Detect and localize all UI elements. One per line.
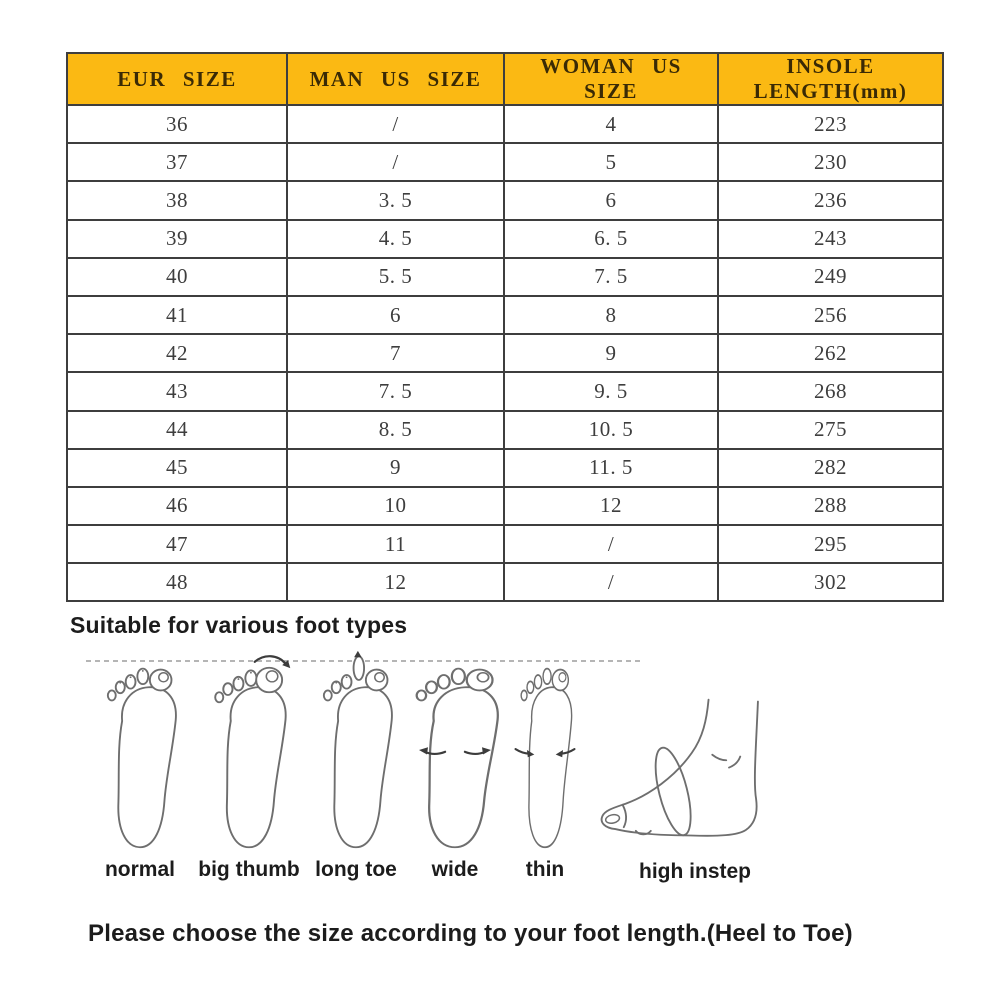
table-cell: 243 — [718, 220, 943, 258]
table-cell: 275 — [718, 411, 943, 449]
table-cell: 12 — [504, 487, 718, 525]
table-cell: 42 — [67, 334, 287, 372]
big-thumb-foot-illustration — [201, 650, 297, 850]
foot-type-label: normal — [104, 858, 175, 881]
table-cell: 230 — [718, 143, 943, 181]
normal-foot-illustration — [93, 650, 187, 850]
table-cell: 47 — [67, 525, 287, 563]
foot-type-label: big thumb — [198, 858, 300, 881]
table-row — [67, 105, 943, 143]
table-cell: 5 — [504, 143, 718, 181]
table-cell: 6. 5 — [504, 220, 718, 258]
table-cell: 46 — [67, 487, 287, 525]
table-cell: 43 — [67, 372, 287, 410]
wide-foot-illustration — [405, 650, 505, 850]
foot-type-high-instep — [586, 650, 804, 884]
table-header-row — [67, 53, 943, 105]
table-cell: 302 — [718, 563, 943, 601]
table-row — [67, 525, 943, 563]
column-header: EUR SIZE — [67, 53, 287, 105]
table-cell: 36 — [67, 105, 287, 143]
foot-type-thin — [500, 650, 590, 882]
table-row — [67, 487, 943, 525]
table-cell: 6 — [287, 296, 504, 334]
table-row — [67, 372, 943, 410]
foot-type-big-thumb — [196, 650, 302, 882]
high-instep-foot-illustration — [593, 696, 798, 852]
table-cell: 282 — [718, 449, 943, 487]
column-header: WOMAN US SIZE — [504, 53, 718, 105]
table-cell: 249 — [718, 258, 943, 296]
table-cell: 236 — [718, 181, 943, 219]
table-cell: 37 — [67, 143, 287, 181]
foot-types-title: Suitable for various foot types — [70, 612, 408, 638]
table-cell: 41 — [67, 296, 287, 334]
table-row — [67, 563, 943, 601]
table-cell: 9 — [504, 334, 718, 372]
table-cell: 48 — [67, 563, 287, 601]
table-cell: / — [287, 143, 504, 181]
foot-type-label: thin — [525, 858, 565, 881]
table-row — [67, 296, 943, 334]
table-cell: / — [504, 563, 718, 601]
foot-type-long-toe — [306, 650, 406, 882]
table-cell: 7. 5 — [504, 258, 718, 296]
table-cell: 295 — [718, 525, 943, 563]
foot-type-normal — [88, 650, 192, 882]
table-cell: 4 — [504, 105, 718, 143]
table-cell: 8 — [504, 296, 718, 334]
table-cell: 11 — [287, 525, 504, 563]
table-cell: 3. 5 — [287, 181, 504, 219]
table-cell: 223 — [718, 105, 943, 143]
table-cell: 7. 5 — [287, 372, 504, 410]
table-row — [67, 258, 943, 296]
table-row — [67, 143, 943, 181]
table-cell: 288 — [718, 487, 943, 525]
size-instruction-note: Please choose the size according to your foot length.(Heel to Toe) — [88, 920, 853, 947]
foot-type-label: wide — [431, 858, 479, 881]
table-cell: 45 — [67, 449, 287, 487]
table-row — [67, 449, 943, 487]
table-cell: 268 — [718, 372, 943, 410]
table-cell: 5. 5 — [287, 258, 504, 296]
table-cell: 12 — [287, 563, 504, 601]
thin-foot-illustration — [504, 650, 586, 850]
table-cell: 38 — [67, 181, 287, 219]
table-row — [67, 181, 943, 219]
table-row — [67, 220, 943, 258]
table-cell: 10 — [287, 487, 504, 525]
table-cell: 4. 5 — [287, 220, 504, 258]
size-table — [66, 52, 944, 602]
foot-type-label: high instep — [639, 860, 751, 883]
foot-type-wide — [404, 650, 506, 882]
table-cell: 256 — [718, 296, 943, 334]
size-chart — [66, 52, 942, 602]
table-cell: 39 — [67, 220, 287, 258]
table-cell: 9. 5 — [504, 372, 718, 410]
table-cell: 9 — [287, 449, 504, 487]
table-cell: 44 — [67, 411, 287, 449]
table-cell: 40 — [67, 258, 287, 296]
table-cell: 10. 5 — [504, 411, 718, 449]
table-cell: 11. 5 — [504, 449, 718, 487]
column-header: INSOLE LENGTH(mm) — [718, 53, 943, 105]
column-header: MAN US SIZE — [287, 53, 504, 105]
table-row — [67, 334, 943, 372]
table-cell: / — [504, 525, 718, 563]
table-cell: 262 — [718, 334, 943, 372]
table-cell: / — [287, 105, 504, 143]
table-cell: 8. 5 — [287, 411, 504, 449]
long-toe-foot-illustration — [309, 650, 403, 850]
table-row — [67, 411, 943, 449]
table-cell: 6 — [504, 181, 718, 219]
table-cell: 7 — [287, 334, 504, 372]
foot-type-label: long toe — [315, 858, 397, 881]
